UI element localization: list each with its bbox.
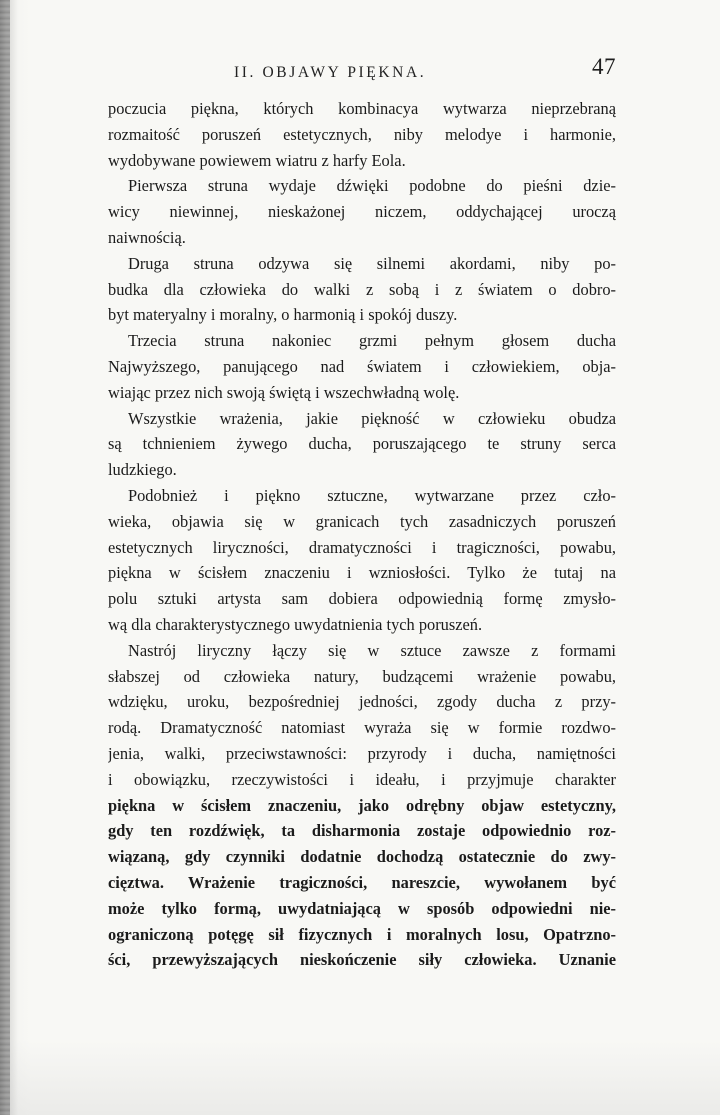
text-line: byt materyalny i moralny, o harmonią i spokój duszy. (108, 305, 458, 325)
text-line: jenia, walki, przeciwstawności: przyrody i ducha, namiętności (108, 743, 616, 763)
text-line: Pierwsza struna wydaje dźwięki podobne do pieśni dzie- (128, 176, 616, 196)
text-line: Podobnież i piękno sztuczne, wytwarzane przez czło- (128, 485, 616, 505)
text-line: słabszej od człowieka natury, budzącemi wrażenie powabu, (108, 666, 616, 686)
text-line: wiając przez nich swoją świętą i wszechwładną wolę. (108, 382, 460, 402)
text-line: Najwyższego, panującego nad światem i człowiekiem, obja- (108, 356, 616, 376)
text-line: cięztwa. Wrażenie tragiczności, nareszcie, wywołanem być (108, 872, 616, 892)
text-line: ograniczoną potęgę sił fizycznych i moralnych losu, Opatrzno- (108, 924, 616, 944)
text-line: rozmaitość poruszeń estetycznych, niby melodye i harmonie, (108, 124, 616, 144)
text-line: wiązaną, gdy czynniki dodatnie dochodzą ostatecznie do zwy- (108, 847, 616, 867)
running-head: II. OBJAWY PIĘKNA. (234, 64, 427, 81)
text-line: ści, przewyższających nieskończenie siły człowieka. Uznanie (108, 950, 616, 970)
text-line: może tylko formą, uwydatniającą w sposób odpowiedni nie- (108, 898, 616, 918)
text-line: piękna w ścisłem znaczeniu i wzniosłości. Tylko że tutaj na (108, 563, 616, 583)
text-line: wdzięku, uroku, bezpośredniej jedności, zgody ducha z przy- (108, 692, 616, 712)
text-line: są tchnieniem żywego ducha, poruszającego te struny serca (108, 434, 616, 454)
text-line: naiwnością. (108, 227, 186, 247)
text-line: Wszystkie wrażenia, jakie piękność w człowieku obudza (128, 408, 616, 428)
text-line: estetycznych liryczności, dramatyczności i tragiczności, powabu, (108, 537, 616, 557)
text-line: wą dla charakterystycznego uwydatnienia tych poruszeń. (108, 614, 483, 634)
text-line: i obowiązku, rzeczywistości i ideału, i przyjmuje charakter (108, 769, 616, 789)
text-line: ludzkiego. (108, 460, 177, 480)
text-line: piękna w ścisłem znaczeniu, jako odrębny objaw estetyczny, (108, 795, 616, 815)
page-header (108, 54, 616, 88)
text-line: budka dla człowieka do walki z sobą i z światem o dobro- (108, 279, 616, 299)
text-line: polu sztuki artysta sam dobiera odpowiednią formę zmysło- (108, 589, 616, 609)
text-line: Trzecia struna nakoniec grzmi pełnym głosem ducha (128, 331, 616, 351)
page-binding-edge (0, 0, 10, 1115)
page-number: 47 (592, 54, 616, 79)
text-line: wydobywane powiewem wiatru z harfy Eola. (108, 150, 406, 170)
text-line: wieka, objawia się w granicach tych zasadniczych poruszeń (108, 511, 616, 531)
text-line: Druga struna odzywa się silnemi akordami, niby po- (128, 253, 616, 273)
text-line: rodą. Dramatyczność natomiast wyraża się w formie rozdwo- (108, 718, 616, 738)
text-line: gdy ten rozdźwięk, ta disharmonia zostaje odpowiednio roz- (108, 821, 616, 841)
text-line: Nastrój liryczny łączy się w sztuce zawsze z formami (128, 640, 616, 660)
body-text (108, 96, 616, 973)
text-line: wicy niewinnej, nieskażonej niczem, oddychającej uroczą (108, 202, 616, 222)
text-line: poczucia piękna, których kombinacya wytwarza nieprzebraną (108, 99, 616, 118)
